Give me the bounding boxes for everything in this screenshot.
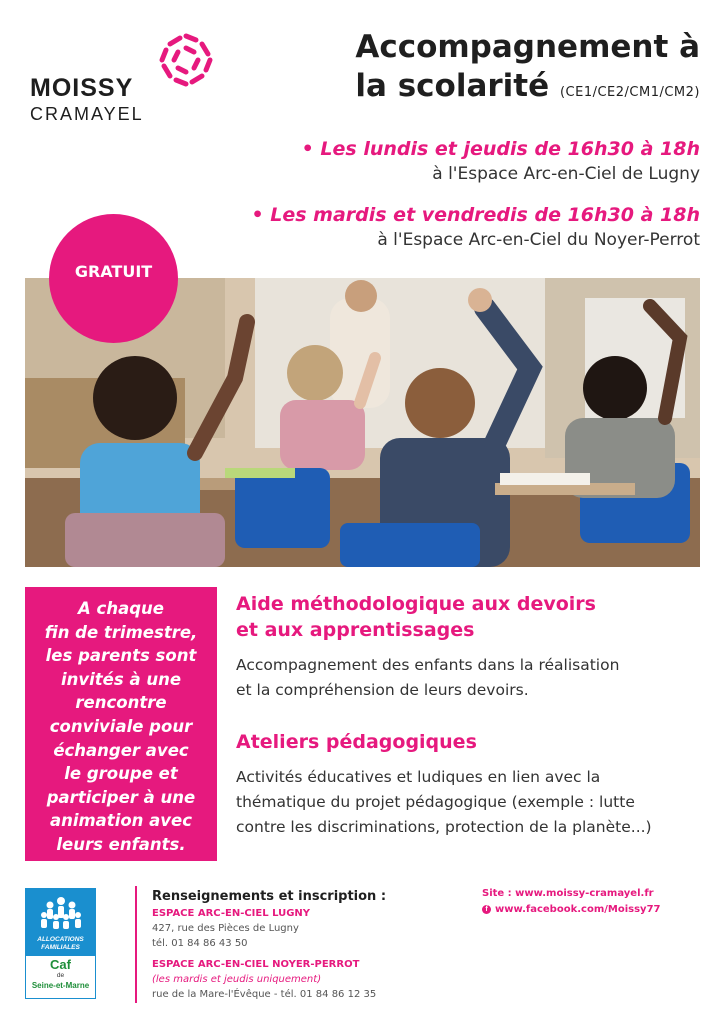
text-line: Accompagnement des enfants dans la réalisation (236, 656, 620, 674)
logo-flower-icon (156, 30, 216, 90)
contact-address-noyer-perrot: rue de la Mare-l'Évêque - tél. 01 84 86 12 35 (152, 989, 377, 1000)
parents-info-line: conviviale pour (49, 716, 193, 736)
moissy-logo (30, 34, 220, 126)
facebook-url[interactable]: www.facebook.com/Moissy77 (495, 904, 661, 915)
caf-word: Caf (50, 957, 71, 972)
title-line-1: Accompagnement à (355, 29, 700, 65)
parents-info-line: participer à une (46, 787, 196, 807)
section-heading-homework (236, 591, 596, 643)
contact-phone-lugny: tél. 01 84 86 43 50 (152, 938, 248, 949)
text-line: Activités éducatives et ludiques en lien avec la (236, 768, 601, 786)
logo-subtitle: CRAMAYEL (30, 104, 144, 124)
caf-department: Seine-et-Marne (31, 981, 90, 990)
schedule-place: à l'Espace Arc-en-Ciel du Noyer-Perrot (377, 230, 700, 250)
footer-divider (135, 886, 137, 1003)
contact-place-noyer-perrot: ESPACE ARC-EN-CIEL NOYER-PERROT (152, 959, 360, 970)
schedule-lugny (302, 138, 700, 184)
facebook-icon: f (482, 905, 491, 914)
schedule-noyer-perrot (251, 204, 700, 250)
caf-af-line: ALLOCATIONS (37, 936, 84, 943)
text-line: contre les discriminations, protection de la planète...) (236, 818, 652, 836)
contact-place-lugny: ESPACE ARC-EN-CIEL LUGNY (152, 908, 311, 919)
title-line-2-text: la scolarité (355, 68, 550, 104)
heading-line: Aide méthodologique aux devoirs (236, 593, 596, 615)
caf-af-line: FAMILIALES (41, 943, 80, 951)
facebook-link[interactable] (482, 904, 661, 915)
contact-heading: Renseignements et inscription : (152, 889, 387, 904)
title-line-2 (355, 66, 700, 113)
parents-info-line: A chaque (78, 599, 164, 618)
caf-family-icon (36, 893, 86, 933)
contact-note-noyer-perrot: (les mardis et jeudis uniquement) (152, 974, 322, 985)
caf-logo (25, 888, 96, 999)
website-link[interactable]: Site : www.moissy-cramayel.fr (482, 888, 654, 899)
parents-info-line: le groupe et (64, 764, 178, 784)
parents-info-box (25, 587, 217, 861)
title-levels: (CE1/CE2/CM1/CM2) (559, 85, 700, 100)
caf-logo-top (26, 889, 95, 956)
logo-name: MOISSY (30, 74, 134, 102)
parents-info-line: rencontre (75, 693, 167, 713)
caf-af-text (26, 936, 95, 951)
parents-info-line: échanger avec (53, 740, 189, 760)
section-text-homework (236, 653, 706, 703)
heading-line: Ateliers pédagogiques (236, 731, 477, 753)
heading-line: et aux apprentissages (236, 619, 475, 641)
parents-info-line: animation avec (49, 811, 193, 831)
schedule-place: à l'Espace Arc-en-Ciel de Lugny (432, 164, 700, 184)
parents-info-line: les parents sont (45, 646, 197, 666)
schedule-days: • Les lundis et jeudis de 16h30 à 18h (301, 138, 700, 160)
section-text-workshops (236, 765, 706, 840)
text-line: thématique du projet pédagogique (exemple : lutte (236, 793, 635, 811)
schedule-days: • Les mardis et vendredis de 16h30 à 18h (251, 204, 700, 226)
parents-info-line: leurs enfants. (56, 834, 186, 854)
free-badge: GRATUIT (49, 214, 178, 343)
parents-info-line: invités à une (60, 669, 182, 689)
caf-de: de (56, 972, 65, 979)
contact-address-lugny: 427, rue des Pièces de Lugny (152, 923, 299, 934)
section-heading-workshops (236, 729, 477, 755)
page-title (355, 28, 700, 113)
text-line: et la compréhension de leurs devoirs. (236, 681, 529, 699)
parents-info-line: fin de trimestre, (44, 622, 198, 642)
